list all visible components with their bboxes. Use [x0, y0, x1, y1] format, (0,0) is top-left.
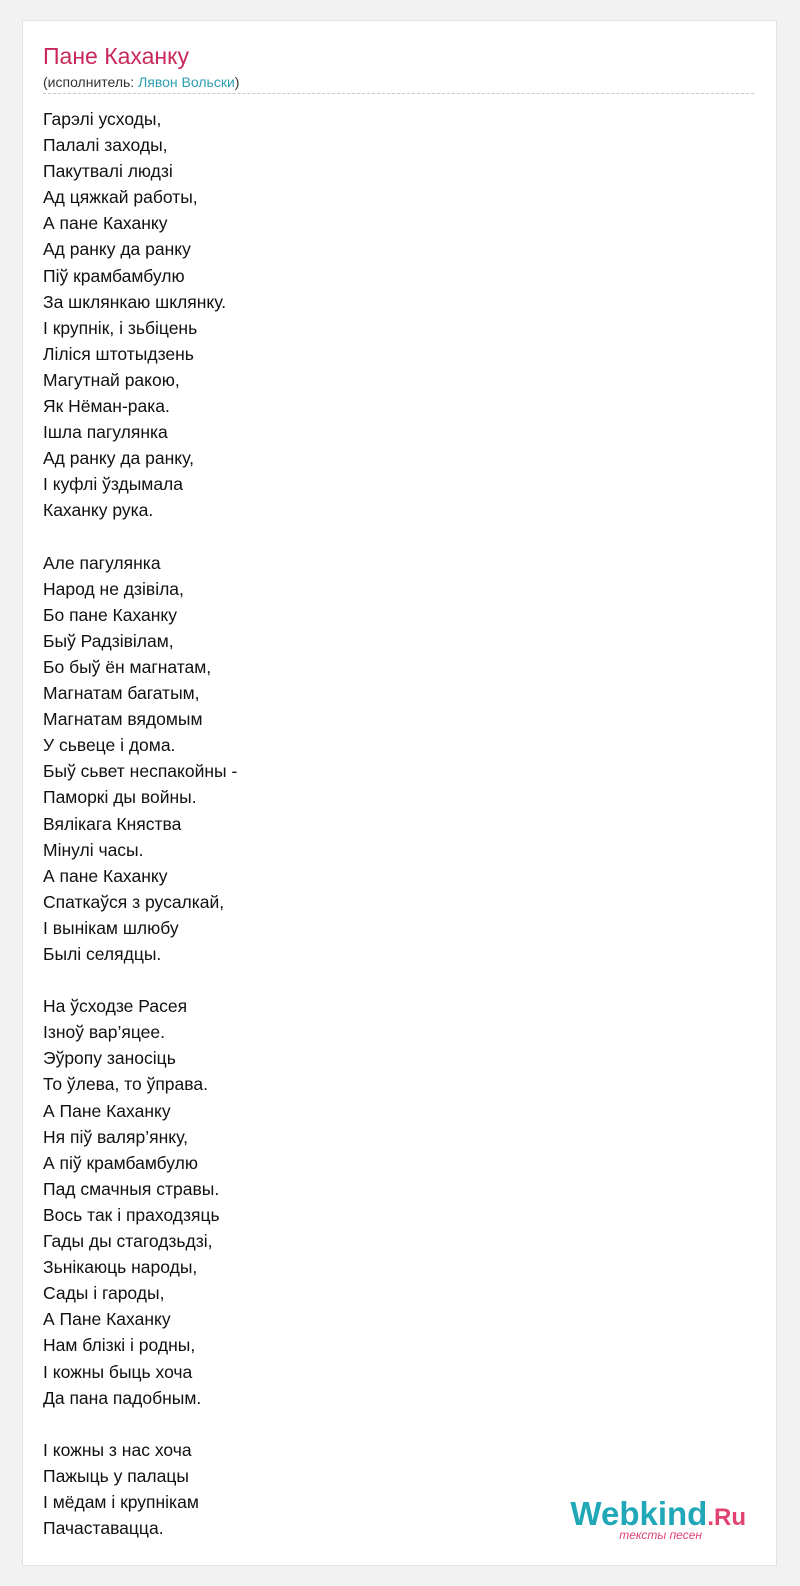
title-divider: [43, 93, 754, 94]
logo-tagline: тексты песен: [619, 1528, 702, 1542]
lyrics-line: А пане Каханку: [43, 213, 168, 234]
logo-suffix-text: .Ru: [707, 1504, 746, 1531]
lyrics-line: Як Нёман-рака.: [43, 396, 170, 417]
lyrics-line: Ад цяжкай работы,: [43, 187, 198, 208]
lyrics-line: І куфлі ўздымала: [43, 474, 183, 495]
lyrics-line: Мінулі часы.: [43, 839, 144, 860]
lyrics-line: І кожны быць хоча: [43, 1361, 193, 1382]
lyrics-line: Ад ранку да ранку,: [43, 448, 194, 469]
lyrics-line: Эўропу заносіць: [43, 1048, 176, 1069]
lyrics-line: Быў Радзівілам,: [43, 630, 174, 651]
lyrics-line: Ліліся штотыдзень: [43, 343, 194, 364]
lyrics-line: А піў крамбамбулю: [43, 1152, 198, 1173]
lyrics-line: У сьвеце і дома.: [43, 735, 176, 756]
lyrics-line: Магнатам вядомым: [43, 709, 203, 730]
lyrics-line: Да пана падобным.: [43, 1387, 202, 1408]
lyrics-line: І крупнік, і зьбіцень: [43, 317, 198, 338]
lyrics-line: Народ не дзівіла,: [43, 578, 184, 599]
lyrics-line: А Пане Каханку: [43, 1100, 171, 1121]
lyrics-line: Пажыць у палацы: [43, 1465, 189, 1486]
lyrics-stanza: [43, 550, 733, 968]
lyrics-line: Магнатам багатым,: [43, 683, 200, 704]
lyrics-line: І вынікам шлюбу: [43, 917, 179, 938]
lyrics-line: На ўсходзе Расея: [43, 996, 188, 1017]
lyrics-line: Вялікага Княства: [43, 813, 182, 834]
lyrics-line: Ішла пагулянка: [43, 422, 168, 443]
lyrics-card: [22, 20, 777, 1566]
lyrics-stanza: [43, 106, 733, 524]
lyrics-line: Паморкі ды войны.: [43, 787, 197, 808]
lyrics-line: Вось так і праходзяць: [43, 1204, 220, 1225]
lyrics-line: Бо пане Каханку: [43, 604, 178, 625]
lyrics-line: Былі селядцы.: [43, 944, 162, 964]
lyrics-body: [43, 106, 733, 1567]
lyrics-line: Гады ды стагодзьдзі,: [43, 1231, 213, 1252]
artist-link[interactable]: Лявон Вольски: [138, 74, 235, 90]
lyrics-line: Ня піў валяр’янку,: [43, 1126, 188, 1147]
lyrics-line: За шклянкаю шклянку.: [43, 291, 227, 312]
lyrics-line: Палалі заходы,: [43, 135, 168, 156]
lyrics-line: Быў сьвет неспакойны -: [43, 761, 238, 782]
lyrics-line: Нам блізкі і родны,: [43, 1335, 196, 1356]
lyrics-line: Пачаставацца.: [43, 1518, 164, 1539]
lyrics-line: Але пагулянка: [43, 552, 161, 573]
lyrics-line: Пакутвалі людзі: [43, 161, 173, 182]
lyrics-line: То ўлева, то ўправа.: [43, 1074, 208, 1095]
lyrics-line: Спаткаўся з русалкай,: [43, 891, 225, 912]
artist-suffix: ): [234, 74, 240, 90]
lyrics-line: Каханку рука.: [43, 500, 154, 521]
lyrics-line: І кожны з нас хоча: [43, 1439, 192, 1460]
lyrics-line: Пад смачныя стравы.: [43, 1178, 220, 1199]
lyrics-line: Гарэлі усходы,: [43, 109, 162, 129]
lyrics-line: Ізноў вар’яцее.: [43, 1022, 165, 1043]
logo-main-text: Webkind: [570, 1495, 708, 1532]
lyrics-stanza: [43, 993, 733, 1411]
lyrics-line: І мёдам і крупнікам: [43, 1491, 199, 1512]
lyrics-line: Магутнай ракою,: [43, 369, 180, 390]
lyrics-line: Ад ранку да ранку: [43, 239, 191, 260]
artist-line: [43, 72, 239, 92]
lyrics-line: А Пане Каханку: [43, 1309, 171, 1330]
webkind-logo[interactable]: [546, 1495, 746, 1543]
lyrics-line: А пане Каханку: [43, 865, 168, 886]
lyrics-line: Бо быў ён магнатам,: [43, 656, 212, 677]
artist-prefix: (исполнитель:: [43, 74, 139, 90]
lyrics-line: Піў крамбамбулю: [43, 265, 185, 286]
lyrics-line: Сады і гароды,: [43, 1283, 165, 1304]
lyrics-line: Зьнікаюць народы,: [43, 1257, 198, 1278]
song-title: Пане Каханку: [43, 43, 189, 69]
